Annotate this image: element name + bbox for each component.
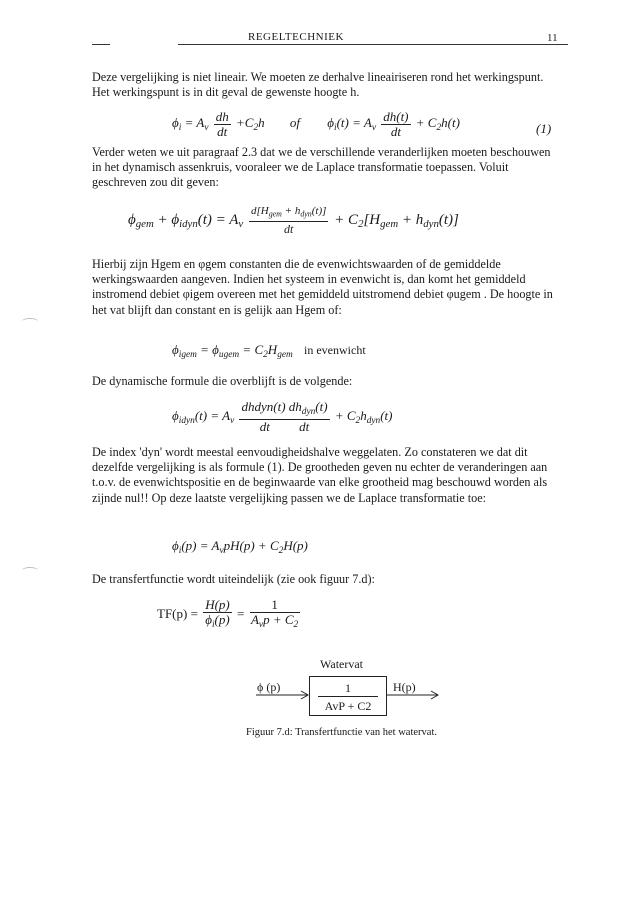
block-numerator: 1 [345,681,351,695]
punch-hole-mark [22,567,38,574]
transfer-function: TF(p) = $\frac{H(p)}{\phi_i(p)}$ = $\frac{1}{A_vp + C_2}$ [157,597,299,630]
diagram-output-label: H(p) [393,680,416,694]
equation-3-text: in evenwicht [304,343,366,357]
page-number: 11 [547,32,558,44]
diagram-title: Watervat [320,657,364,671]
transfer-function-label: TF(p) [157,605,188,621]
equation-1-number: (1) [536,121,552,136]
paragraph-3: Hierbij zijn Hgem en φgem constanten die de evenwichtswaarden of de gemiddelde werkingswaarden aangeven. Indien het systeem in evenwicht is, dan komt het gemiddeld instromend debiet φigem overeen met het gemiddeld uitstromend debiet φugem . De hoogte in het vat blijft dan constant en is gelijk aan Hgem of: [92,257,553,317]
paragraph-4: De dynamische formule die overblijft is de volgende: [92,374,353,388]
figure-caption: Figuur 7.d: Transfertfunctie van het watervat. [246,727,437,738]
equation-2: $\phi_{gem} + \phi_{idyn}(t) = A_v$ $\frac{d[H_{gem} + h_{dyn}(t)]}{dt}$ + $C_2[H_{gem} + h_{dyn}(t)]$ [128,205,459,237]
equation-1: $\phi_i = A_v$ $\frac{dh}{dt}$ $+C_2h$ of $\phi_i(t) = A_v$ $\frac{dh(t)}{dt}$ + $C_2h(t)$ [172,109,460,139]
punch-hole-mark [22,318,38,325]
header-title: REGELTECHNIEK [248,31,344,43]
diagram-input-label: ϕ (p) [257,680,281,694]
block-fraction-bar [318,696,378,697]
block-denominator: AvP + C2 [324,699,372,713]
equation-3: $\phi_{igem} = \phi_{ugem} = C_2H_{gem}$ in evenwicht [172,342,366,360]
paragraph-5: De index 'dyn' wordt meestal eenvoudigheidshalve weggelaten. Zo constateren we dat dit dezelfde vergelijking is als formule (1). De grootheden geven nu echter de veranderingen aan t.o.v. de evenwichtspositie en de beginwaarde van elke grootheid mag beschouwd worden als zijnde nul!! Op deze laatste vergelijking passen we de Laplace transformatie toe: [92,445,548,505]
equation-4: $\phi_{idyn}(t) = A_v$ $\frac{dhdyn(t) dh_{dyn}(t)}{\text{dt dt}}$ + $C_2h_{dyn}(t)$ [172,399,393,434]
equation-1-of: of [289,115,300,131]
paragraph-2: Verder weten we uit paragraaf 2.3 dat we de verschillende veranderlijken moeten beschouwen in het dynamisch assenkruis, vooraleer we de Laplace transformatie toepassen. Voluit geschreven zou dit geven: [92,145,551,190]
paragraph-6: De transfertfunctie wordt uiteindelijk (zie ook figuur 7.d): [92,572,375,586]
paragraph-1: Deze vergelijking is niet lineair. We moeten ze derhalve lineairiseren rond het werkingspunt. Het werkingspunt is in dit geval de gewenste hoogte h. [92,70,544,100]
transfer-block [309,676,387,716]
equation-5: $\phi_i(p) = A_vpH(p) + C_2H(p)$ [172,538,308,556]
